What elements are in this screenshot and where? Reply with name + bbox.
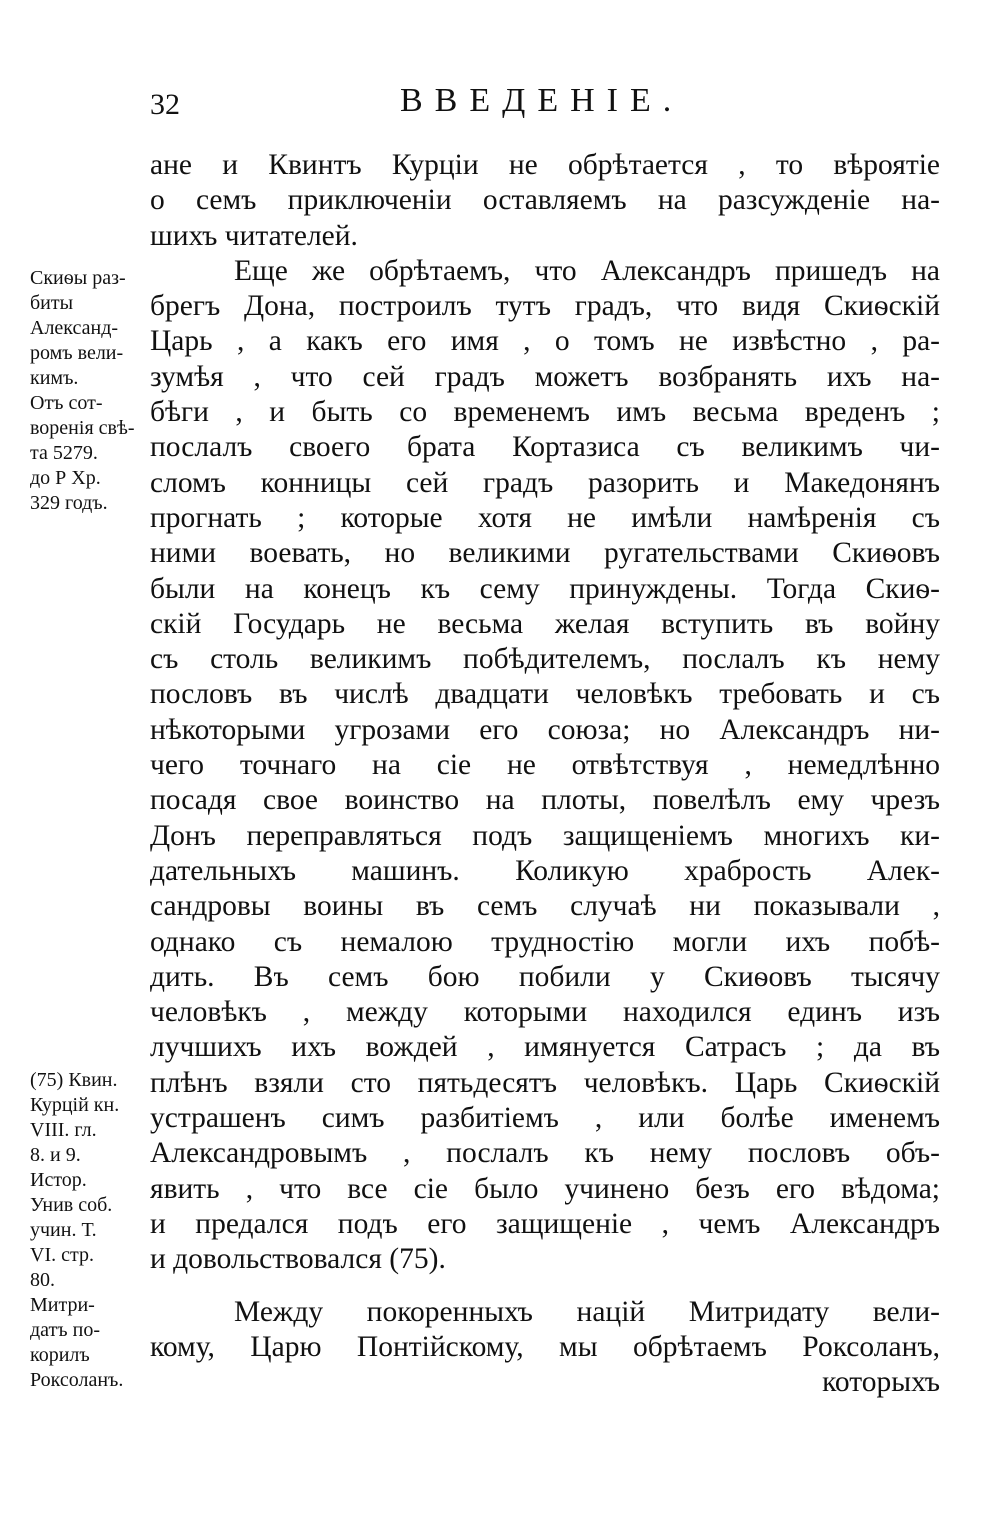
- margin-note-line: 80.: [30, 1269, 55, 1291]
- body-line: шихъ читателей.: [150, 219, 358, 252]
- body-line: человѣкъ , между которыми находился единъ изъ: [150, 996, 940, 1029]
- body-line: ане и Квинтъ Курціи не обрѣтается , то вѣроятіе: [150, 149, 940, 181]
- margin-note-line: Митри-: [30, 1294, 95, 1316]
- body-line: Между покоренныхъ націй Митридату вели-: [234, 1295, 940, 1328]
- body-line: и довольствовался (75).: [150, 1243, 446, 1276]
- margin-note-line: Роксоланъ.: [30, 1369, 124, 1391]
- margin-note-line: Александ-: [30, 317, 119, 339]
- body-line: Еще же обрѣтаемъ, что Александръ пришедъ на: [234, 254, 940, 287]
- margin-note-line: VIII. гл.: [30, 1119, 97, 1141]
- body-line: Донъ переправляться подъ защищеніемъ многихъ ки-: [150, 819, 940, 852]
- body-line: о семъ приключеніи оставляемъ на разсужденіе на-: [150, 184, 940, 217]
- body-line: пословъ въ числѣ двадцати человѣкъ требовать и съ: [150, 678, 940, 711]
- margin-note-line: (75) Квин.: [30, 1069, 118, 1091]
- body-line: сломъ конницы сей градъ разорить и Македонянъ: [150, 466, 940, 499]
- body-line: ними воевать, но великими ругательствами Скиѳовъ: [150, 537, 940, 570]
- body-line: Александровымъ , послалъ къ нему пословъ объ-: [150, 1137, 940, 1170]
- margin-note-scythians: [30, 266, 148, 516]
- body-line: брегъ Дона, построилъ тутъ градъ, что видя Скиѳскій: [150, 290, 940, 323]
- body-line: устрашенъ симъ разбитіемъ , или болѣе именемъ: [150, 1102, 940, 1135]
- body-line: прогнать ; которые хотя не имѣли намѣренія съ: [150, 501, 940, 534]
- margin-note-line: корилъ: [30, 1344, 90, 1366]
- margin-note-sources: [30, 1068, 148, 1393]
- margin-note-line: Унив соб.: [30, 1194, 113, 1216]
- body-line: зумѣя , что сей градъ можетъ возбранять ихъ на-: [150, 360, 940, 393]
- body-line: плѣнъ взяли сто пятьдесятъ человѣкъ. Царь Скиѳскій: [150, 1066, 940, 1099]
- body-line: скій Государь не весьма желая вступить въ войну: [150, 607, 940, 640]
- body-line: нѣкоторыми угрозами его союза; но Александръ ни-: [150, 713, 940, 746]
- body-line: дить. Въ семъ бою побили у Скиѳовъ тысячу: [150, 960, 940, 993]
- margin-note-line: Скиѳы раз-: [30, 267, 126, 289]
- margin-note-line: та 5279.: [30, 442, 98, 464]
- body-line: послалъ своего брата Кортазиса съ великимъ чи-: [150, 431, 940, 464]
- margin-note-line: воренія свѣ-: [30, 417, 135, 439]
- body-line: лучшихъ ихъ вождей , имянуется Сатрасъ ; да въ: [150, 1031, 940, 1064]
- body-line: чего точнаго на сіе не отвѣтствуя , немедлѣнно: [150, 749, 940, 782]
- margin-note-line: ромъ вели-: [30, 342, 124, 364]
- body-line: бѣги , и быть со временемъ имъ весьма вреденъ ;: [150, 396, 940, 429]
- page-header: [150, 82, 940, 132]
- catchword: которыхъ: [822, 1366, 940, 1399]
- margin-note-line: датъ по-: [30, 1319, 100, 1341]
- body-line: дательныхъ машинъ. Коликую храбрость Алек-: [150, 854, 940, 887]
- page-number: 32: [150, 88, 180, 121]
- body-line: и предался подъ его защищеніе , чемъ Александръ: [150, 1207, 940, 1240]
- body-line: сандровы воины въ семъ случаѣ ни показывали ,: [150, 890, 940, 923]
- margin-note-line: до Р Хр.: [30, 467, 101, 489]
- margin-note-line: 329 годъ.: [30, 492, 108, 514]
- margin-note-line: Курцій кн.: [30, 1094, 120, 1116]
- body-line: явить , что все сіе было учинено безъ его вѣдома;: [150, 1172, 940, 1205]
- body-line: посадя свое воинство на плоты, повелѣлъ ему чрезъ: [150, 784, 940, 817]
- margin-note-line: Истор.: [30, 1169, 87, 1191]
- margin-note-line: Отъ сот-: [30, 392, 103, 414]
- margin-note-line: 8. и 9.: [30, 1144, 81, 1166]
- body-line: кому, Царю Понтійскому, мы обрѣтаемъ Роксоланъ,: [150, 1330, 940, 1363]
- margin-note-line: кимъ.: [30, 367, 79, 389]
- margin-note-line: учин. Т.: [30, 1219, 97, 1241]
- body-line: однако съ немалою трудностію могли ихъ побѣ-: [150, 925, 940, 958]
- margin-note-line: биты: [30, 292, 74, 314]
- body-line: съ столь великимъ побѣдителемъ, послалъ къ нему: [150, 643, 940, 676]
- body-text: [150, 148, 940, 1400]
- margin-note-line: VI. стр.: [30, 1244, 94, 1266]
- body-line: Царь , а какъ его имя , о томъ не извѣстно , ра-: [150, 325, 940, 358]
- running-title: ВВЕДЕНІЕ.: [400, 82, 684, 119]
- body-line: были на конецъ къ сему принуждены. Тогда Скиѳ-: [150, 572, 940, 605]
